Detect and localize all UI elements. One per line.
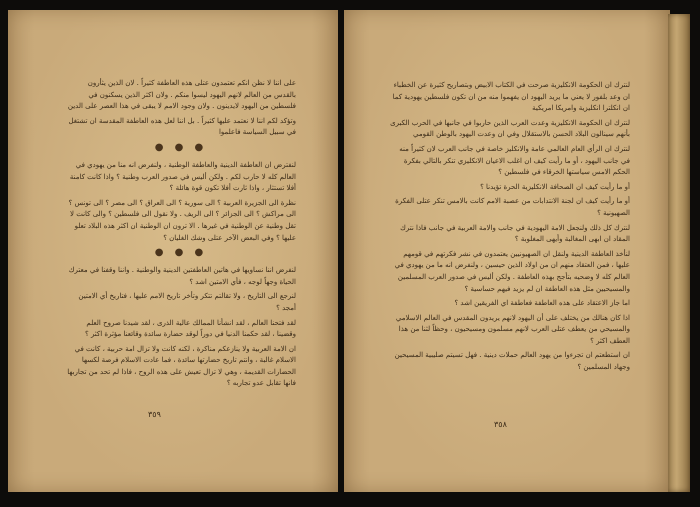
right-paragraph: ان استطعتم ان تجرءوا من يهود العالم حملات دينية . فهل تسيتم صليبية المسيحين وجهاد المسلمين ؟ <box>394 351 630 372</box>
left-paragraph: وتؤكد لكم اننا لا نعتمد عليها كثيراً . بل اننا لعل هذه العاطفة المقدسة ان تشتغل في سبيل السياسة فاعلموا <box>68 116 296 137</box>
section-separator: ● ● ● <box>154 141 208 153</box>
right-paragraph: أو ما رأيت كيف ان لجنة الانتدابات من عصبة الامم كانت بالامس تنكر عتلى الفكرة الصهيونية ؟ <box>395 197 630 217</box>
section-separator: ● ● ● <box>154 247 208 259</box>
book-page-edges <box>668 14 690 492</box>
left-paragraph: ان الامة العربية ولا ينازعكم مناكرة ، لكنه كانت ولا تزال امة حربية ، كانت في الاسلام غالبة ، وانتم تاريخ حضارتها سائدة ، فما عادت الاسلام فرصة لكسها الحضارات القديمة ، وهي لا تزال تعيش على هذه الروح ، فاذا لم تحد من تجاربها فانها تقابل عدو تجاربه ؟ <box>67 344 296 388</box>
right-paragraph: لنترك ان الحكومة الانكليزية صرحت في الكتاب الابيض وبتصاريح كثيرة عن الخطباء ان وعد بلفور لا يعني ما يريد اليهود ان يفهموا منه من ان تكون فلسطين يهودية كما ان انكلترا انكليزية وامريكا امريكية <box>392 81 630 113</box>
left-paragraph: لنفرض اننا نساويها في هاتين العاطفتين الدينية والوطنية . واننا وقفنا في معترك الحياة وجهاً لوجه ، فأي الامتين اشد ؟ <box>68 266 296 286</box>
left-paragraph: لنرجع الى التاريخ ، ولا تقالتم تتكر وتأخر تاريخ الامم عليها ، فتاريخ أي الامتين أمجد ؟ <box>78 292 296 312</box>
right-paragraph: أو ما رأيت كيف ان الصحافة الانكليزية الحرة تؤيدنا ؟ <box>480 182 630 191</box>
left-paragraph: لقد فتحنا العالم ، لقد انشأنا الممالك عالية الذرى ، لقد شيدنا صروح العلم وقضينا ، لقد حكمنا الدنيا في دوراً لوقد حضارة سائدة وقائعنا مؤثرة اكثر ؟ <box>85 318 296 339</box>
left-paragraph: لنفترض ان العاطفة الدينية والعاطفة الوطنية ، ولنفرض انه منا من يهودي في العالم كله لا حارب لكم . ولكن أليس في صدور العرب وطنية ؟ واذا كانت كامنة أفلا تستثار ، واذا ثارت أفلا تكون قوة هائلة ؟ <box>69 160 296 193</box>
left-paragraph: نظرة الى الجزيرة العربية ؟ الى سورية ؟ الى العراق ؟ الى مصر ؟ الى تونس ؟ الى مراكش ؟ الى الجزائر ؟ الى الريف . ولا نقول الى فلسطين ؟ والى كانت لا تقل وطنية عن الوطنية في غيرها . الا ترون ان الوطنية ان اكثر هذه البلاد تعلو عليها ؟ وفي البعض الآخر عتلى وشك الغليان ؟ <box>68 198 296 242</box>
right-page-text <box>390 80 630 377</box>
right-paragraph: لنترك كل ذلك ولنجعل الامة اليهودية في جانب والامة العربية في جانب فاذا نترك المقاد ان ابهى المغالبة وأيهى المغلوبة ؟ <box>400 223 630 244</box>
page-number: ٣٥٨ <box>494 420 507 429</box>
left-paragraph: على اننا لا نظن انكم تعتمدون عتلى هذه العاطفة كثيراً . لان الذين يثأرون بالقدس من العالم لانهم اليهود ليسوا منكم . ولان اكثر الذين يسكنون في فلسطين من اليهود لايدينون . ولان وجود الامم لا يبقى في هذا العصر على الدين <box>67 79 296 111</box>
right-paragraph: لنأخذ العاطفة الدينية ولنقل ان الصهيونيين يعتمدون في نشر فكرتهم في قومهم عليها ، فمن العتقاد منهم ان من اولاد الذين حيسين ، ولنفرض انه ما من يهودي في العالم كله لا وضحيه بتأجج بهذه العاطفة . ولكن أليس في صدور العرب المسلمين والمسيحيين مثل هذه العاطفة ان لم يزيد فيهم حساسية ؟ <box>394 249 630 293</box>
right-page <box>344 10 670 492</box>
right-paragraph: لنترك ان الحكومة الانكليزية وعدت العرب الذين حاربوا في جانبها في الحرب الكبرى بأنهم سينالون البلاد الحسن بالاستقلال وفي ان وعدت اليهود بالوطن القومي <box>390 118 630 139</box>
right-paragraph: اما جاز الاعتقاد على هذه العاطفة فعاطفة اي الفريقين اشد ؟ <box>454 299 630 308</box>
right-paragraph: لنترك ان الرأي العام العالمي عامة والانكليز خاصة في جانب العرب لان كثيراً منه في جانب اليهود ، أو ما رأيت كيف ان اغلب الاعيان الانكليزي تنكر بالتالي بفكرة الحكم الامس سياستها الخرقاء في فلسطين ؟ <box>399 144 630 177</box>
right-paragraph: اذا كان هنالك من يختلف على أن اليهود لانهم يريدون المقدس في العالم الاسلامي والمسيحي من يعطف عتلى العرب لانهم مسلمون ومسيحيون ، وحظاً لثنا من هذا العطف اكثر ؟ <box>395 313 630 345</box>
left-page <box>8 10 338 492</box>
left-page-text <box>66 78 296 393</box>
page-number: ٣٥٩ <box>148 410 161 419</box>
